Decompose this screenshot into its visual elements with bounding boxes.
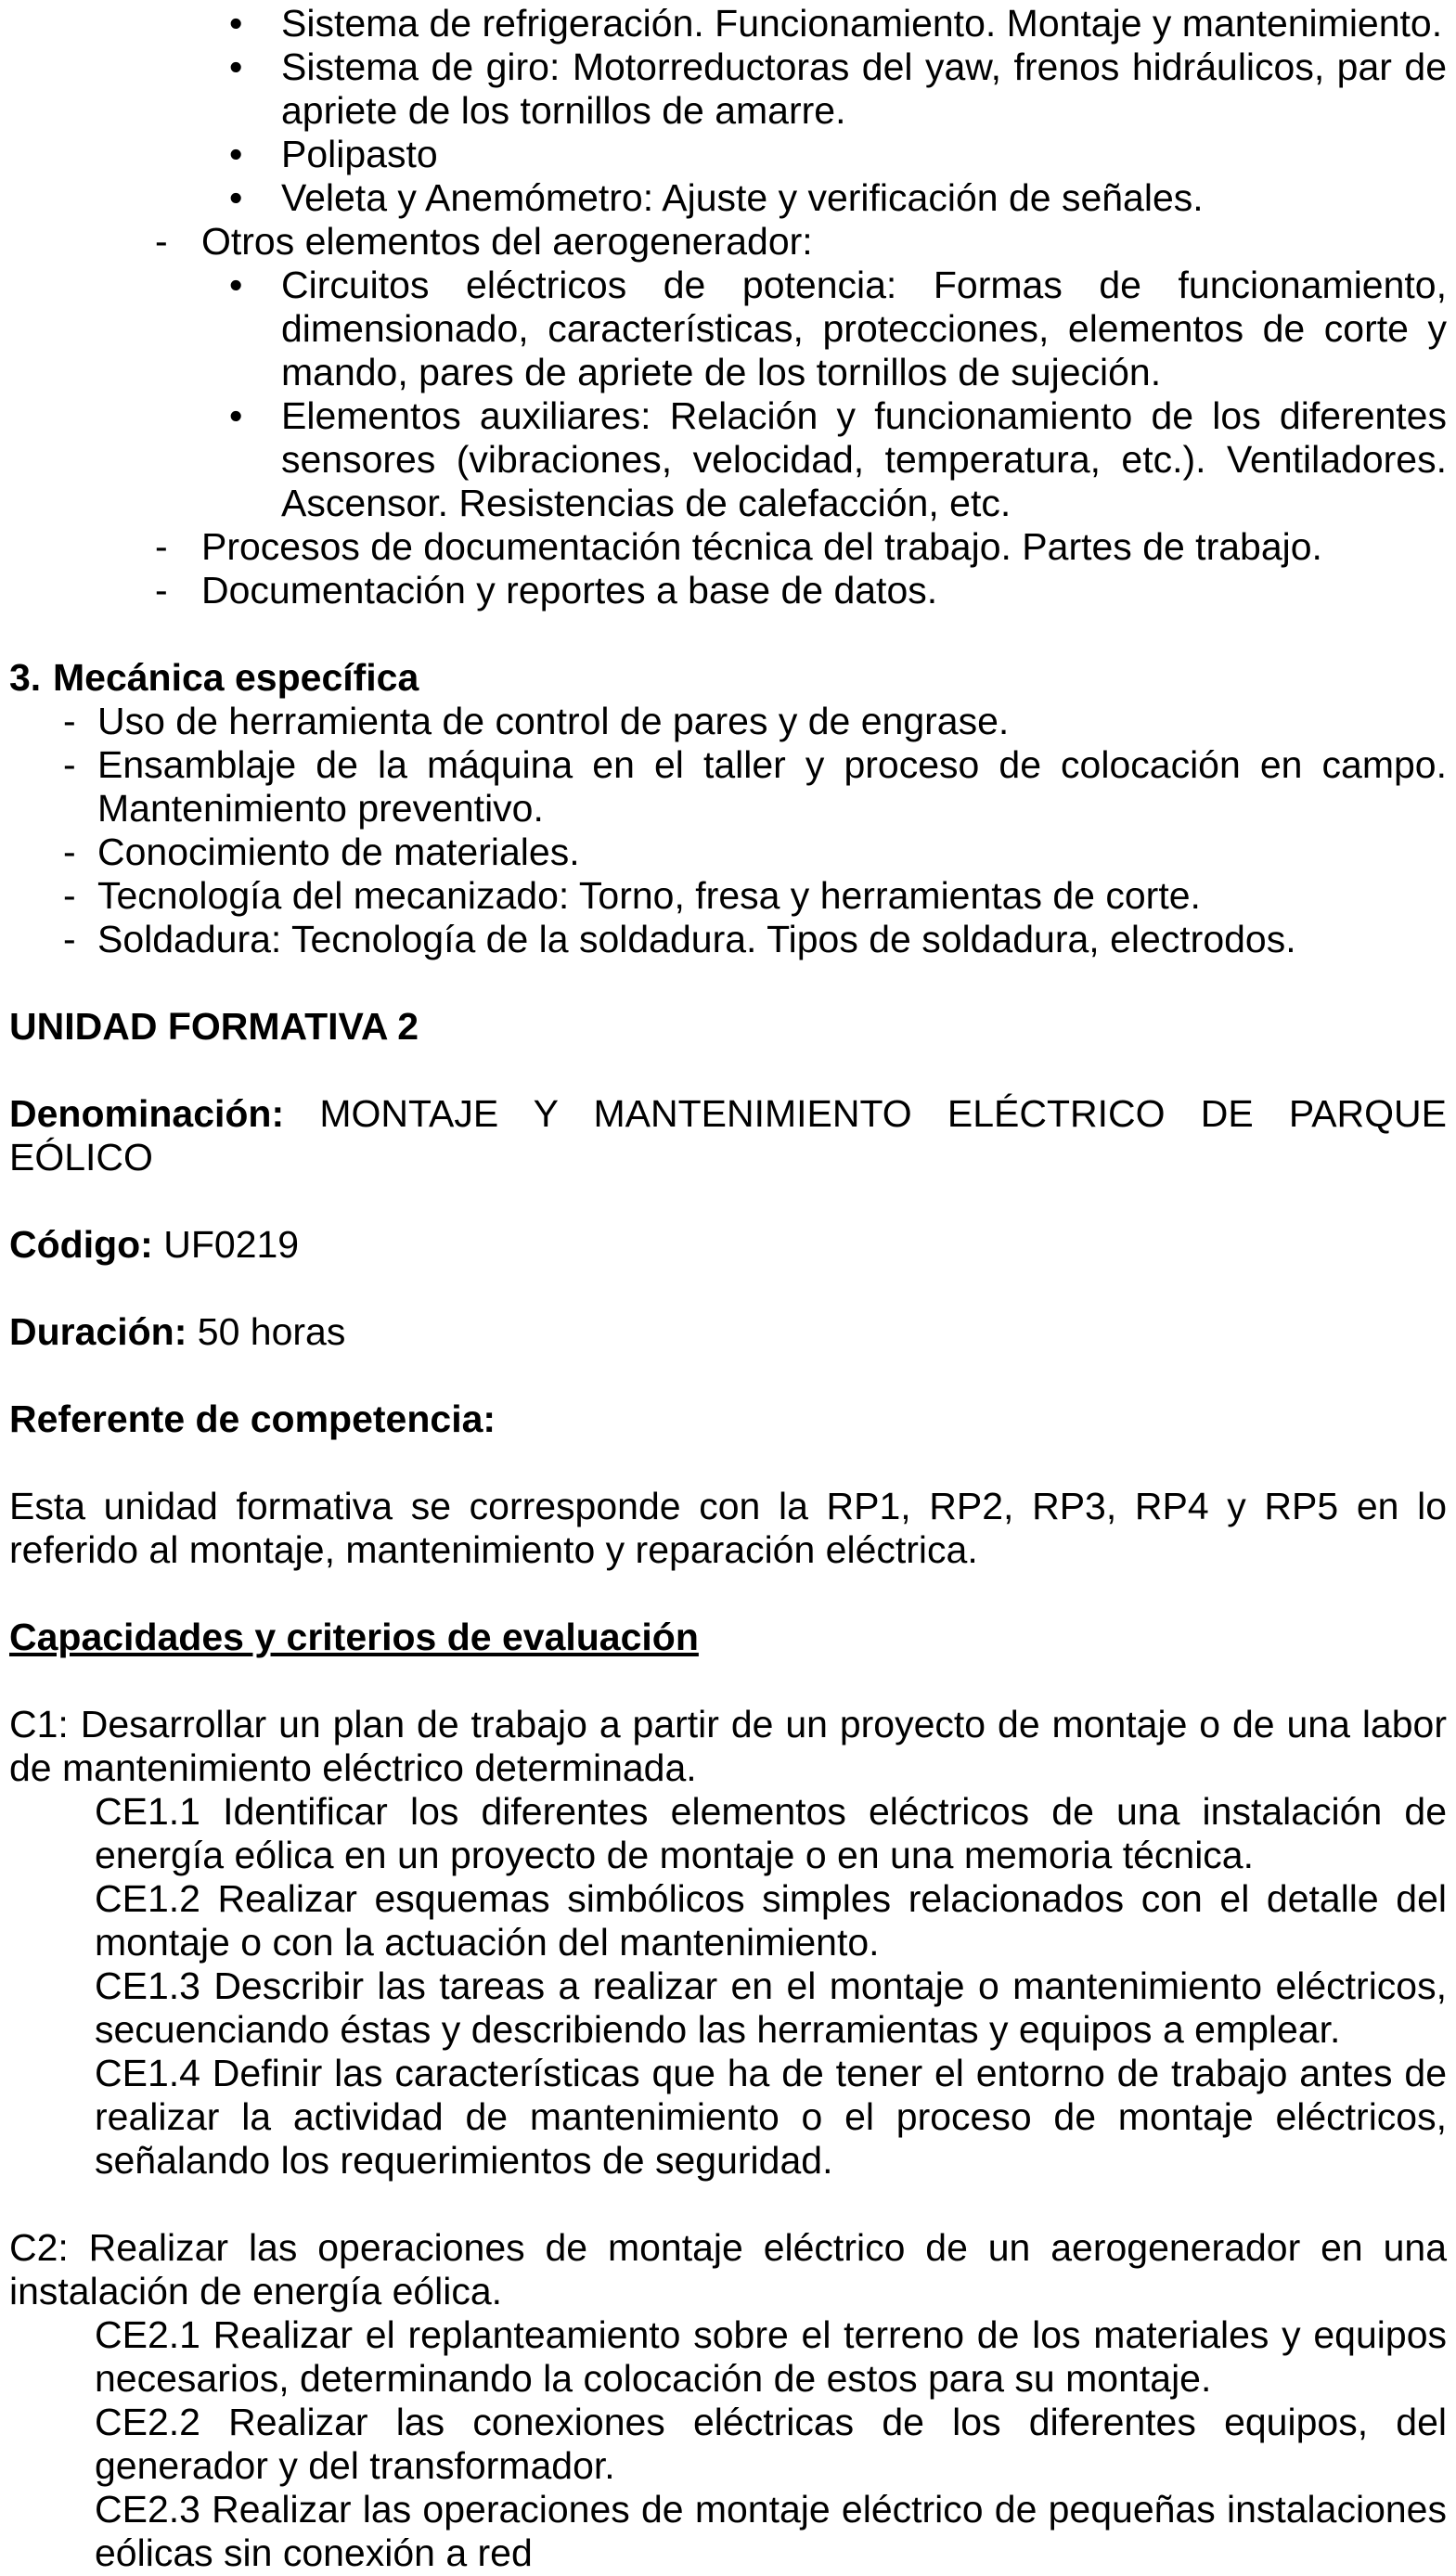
list-item-text: Sistema de refrigeración. Funcionamiento. Montaje y mantenimiento.	[281, 2, 1443, 45]
bullet-list-otros-elementos	[9, 264, 1447, 525]
duracion-label: Duración:	[9, 1310, 187, 1353]
dash-icon: -	[63, 918, 76, 960]
criterion-ce2-1: CE2.1 Realizar el replanteamiento sobre el terreno de los materiales y equipos necesarios, determinando la colocación de estos para su montaje.	[95, 2313, 1447, 2400]
dash-list-mecanica	[9, 700, 1447, 961]
dash-icon: -	[155, 525, 168, 568]
capacidades-heading-text: Capacidades y criterios de evaluación	[9, 1616, 699, 1658]
c2-criteria-list	[9, 2313, 1447, 2575]
list-item-text: Ensamblaje de la máquina en el taller y proceso de colocación en campo. Mantenimiento preventivo.	[97, 743, 1447, 830]
denominacion-value: MONTAJE Y MANTENIMIENTO ELÉCTRICO DE PARQUE EÓLICO	[9, 1092, 1447, 1179]
c1-criteria-list	[9, 1790, 1447, 2183]
codigo-paragraph	[9, 1223, 1447, 1267]
bullet-icon: •	[229, 2, 243, 45]
criterion-ce2-2: CE2.2 Realizar las conexiones eléctricas de los diferentes equipos, del generador y del transformador.	[95, 2401, 1447, 2487]
list-item	[9, 831, 1447, 874]
c2-intro: C2: Realizar las operaciones de montaje eléctrico de un aerogenerador en una instalación de energía eólica.	[9, 2226, 1447, 2312]
list-item-text: Polipasto	[281, 133, 438, 175]
section-title: Mecánica específica	[53, 656, 419, 699]
dash-icon: -	[63, 874, 76, 917]
dash-icon: -	[155, 569, 168, 612]
list-item	[9, 874, 1447, 918]
list-item	[9, 569, 1447, 612]
bullet-icon: •	[229, 45, 243, 88]
list-item-text: Documentación y reportes a base de datos.	[201, 569, 938, 612]
bullet-icon: •	[229, 264, 243, 306]
duracion-paragraph	[9, 1310, 1447, 1354]
unit-heading: UNIDAD FORMATIVA 2	[9, 1005, 419, 1048]
section-heading-mecanica-especifica	[9, 656, 1447, 700]
list-item	[9, 394, 1447, 525]
list-item	[9, 264, 1447, 394]
codigo-value: UF0219	[163, 1223, 300, 1266]
dash-icon: -	[63, 831, 76, 873]
list-item-text: Elementos auxiliares: Relación y funcionamiento de los diferentes sensores (vibraciones, velocidad, temperatura, etc.). Ventiladores. Ascensor. Resistencias de calefacción, etc.	[281, 394, 1447, 524]
section-number: 3.	[9, 656, 42, 699]
list-item-text: Uso de herramienta de control de pares y de engrase.	[97, 700, 1010, 742]
list-item	[9, 2, 1447, 45]
list-item-text: Procesos de documentación técnica del trabajo. Partes de trabajo.	[201, 525, 1322, 568]
bullet-icon: •	[229, 394, 243, 437]
list-item-text: Circuitos eléctricos de potencia: Formas de funcionamiento, dimensionado, características, protecciones, elementos de corte y mando, pares de apriete de los tornillos de sujeción.	[281, 264, 1447, 393]
bullet-list-nacelle-systems	[9, 2, 1447, 220]
list-item	[9, 743, 1447, 831]
criterion-ce1-2: CE1.2 Realizar esquemas simbólicos simples relacionados con el detalle del montaje o con la actuación del mantenimiento.	[95, 1877, 1447, 1964]
dash-list-documentacion	[9, 525, 1447, 612]
capacidades-heading	[9, 1616, 1447, 1659]
dash-icon: -	[63, 743, 76, 786]
list-item	[9, 45, 1447, 133]
list-item	[9, 700, 1447, 743]
referente-heading: Referente de competencia:	[9, 1397, 496, 1440]
c1-intro: C1: Desarrollar un plan de trabajo a partir de un proyecto de montaje o de una labor de mantenimiento eléctrico determinada.	[9, 1703, 1447, 1789]
denominacion-label: Denominación:	[9, 1092, 285, 1135]
list-item-text: Soldadura: Tecnología de la soldadura. Tipos de soldadura, electrodos.	[97, 918, 1296, 960]
duracion-value: 50 horas	[197, 1310, 346, 1353]
criterion-ce1-1: CE1.1 Identificar los diferentes elementos eléctricos de una instalación de energía eólica en un proyecto de montaje o en una memoria técnica.	[95, 1790, 1447, 1876]
list-item-text: Otros elementos del aerogenerador:	[201, 220, 813, 263]
codigo-label: Código:	[9, 1223, 153, 1266]
criterion-ce2-3: CE2.3 Realizar las operaciones de montaje eléctrico de pequeñas instalaciones eólicas sin conexión a red	[95, 2488, 1447, 2574]
list-item-text: Sistema de giro: Motorreductoras del yaw, frenos hidráulicos, par de apriete de los tornillos de amarre.	[281, 45, 1447, 132]
list-item	[9, 918, 1447, 961]
list-item-text: Conocimiento de materiales.	[97, 831, 580, 873]
list-item	[9, 525, 1447, 569]
dash-icon: -	[63, 700, 76, 742]
list-item	[9, 133, 1447, 176]
bullet-icon: •	[229, 176, 243, 219]
criterion-ce1-4: CE1.4 Definir las características que ha de tener el entorno de trabajo antes de realizar la actividad de mantenimiento o el proceso de montaje eléctricos, señalando los requerimientos de seguridad.	[95, 2052, 1447, 2182]
list-item-text: Tecnología del mecanizado: Torno, fresa y herramientas de corte.	[97, 874, 1201, 917]
list-item-text: Veleta y Anemómetro: Ajuste y verificación de señales.	[281, 176, 1204, 219]
referente-text: Esta unidad formativa se corresponde con la RP1, RP2, RP3, RP4 y RP5 en lo referido al montaje, mantenimiento y reparación eléctrica.	[9, 1485, 1447, 1571]
list-item	[9, 176, 1447, 220]
denominacion-paragraph	[9, 1092, 1447, 1179]
bullet-icon: •	[229, 133, 243, 175]
dash-icon: -	[155, 220, 168, 263]
criterion-ce1-3: CE1.3 Describir las tareas a realizar en el montaje o mantenimiento eléctricos, secuenciando éstas y describiendo las herramientas y equipos a emplear.	[95, 1964, 1447, 2051]
list-item-otros-elementos	[9, 220, 1447, 264]
